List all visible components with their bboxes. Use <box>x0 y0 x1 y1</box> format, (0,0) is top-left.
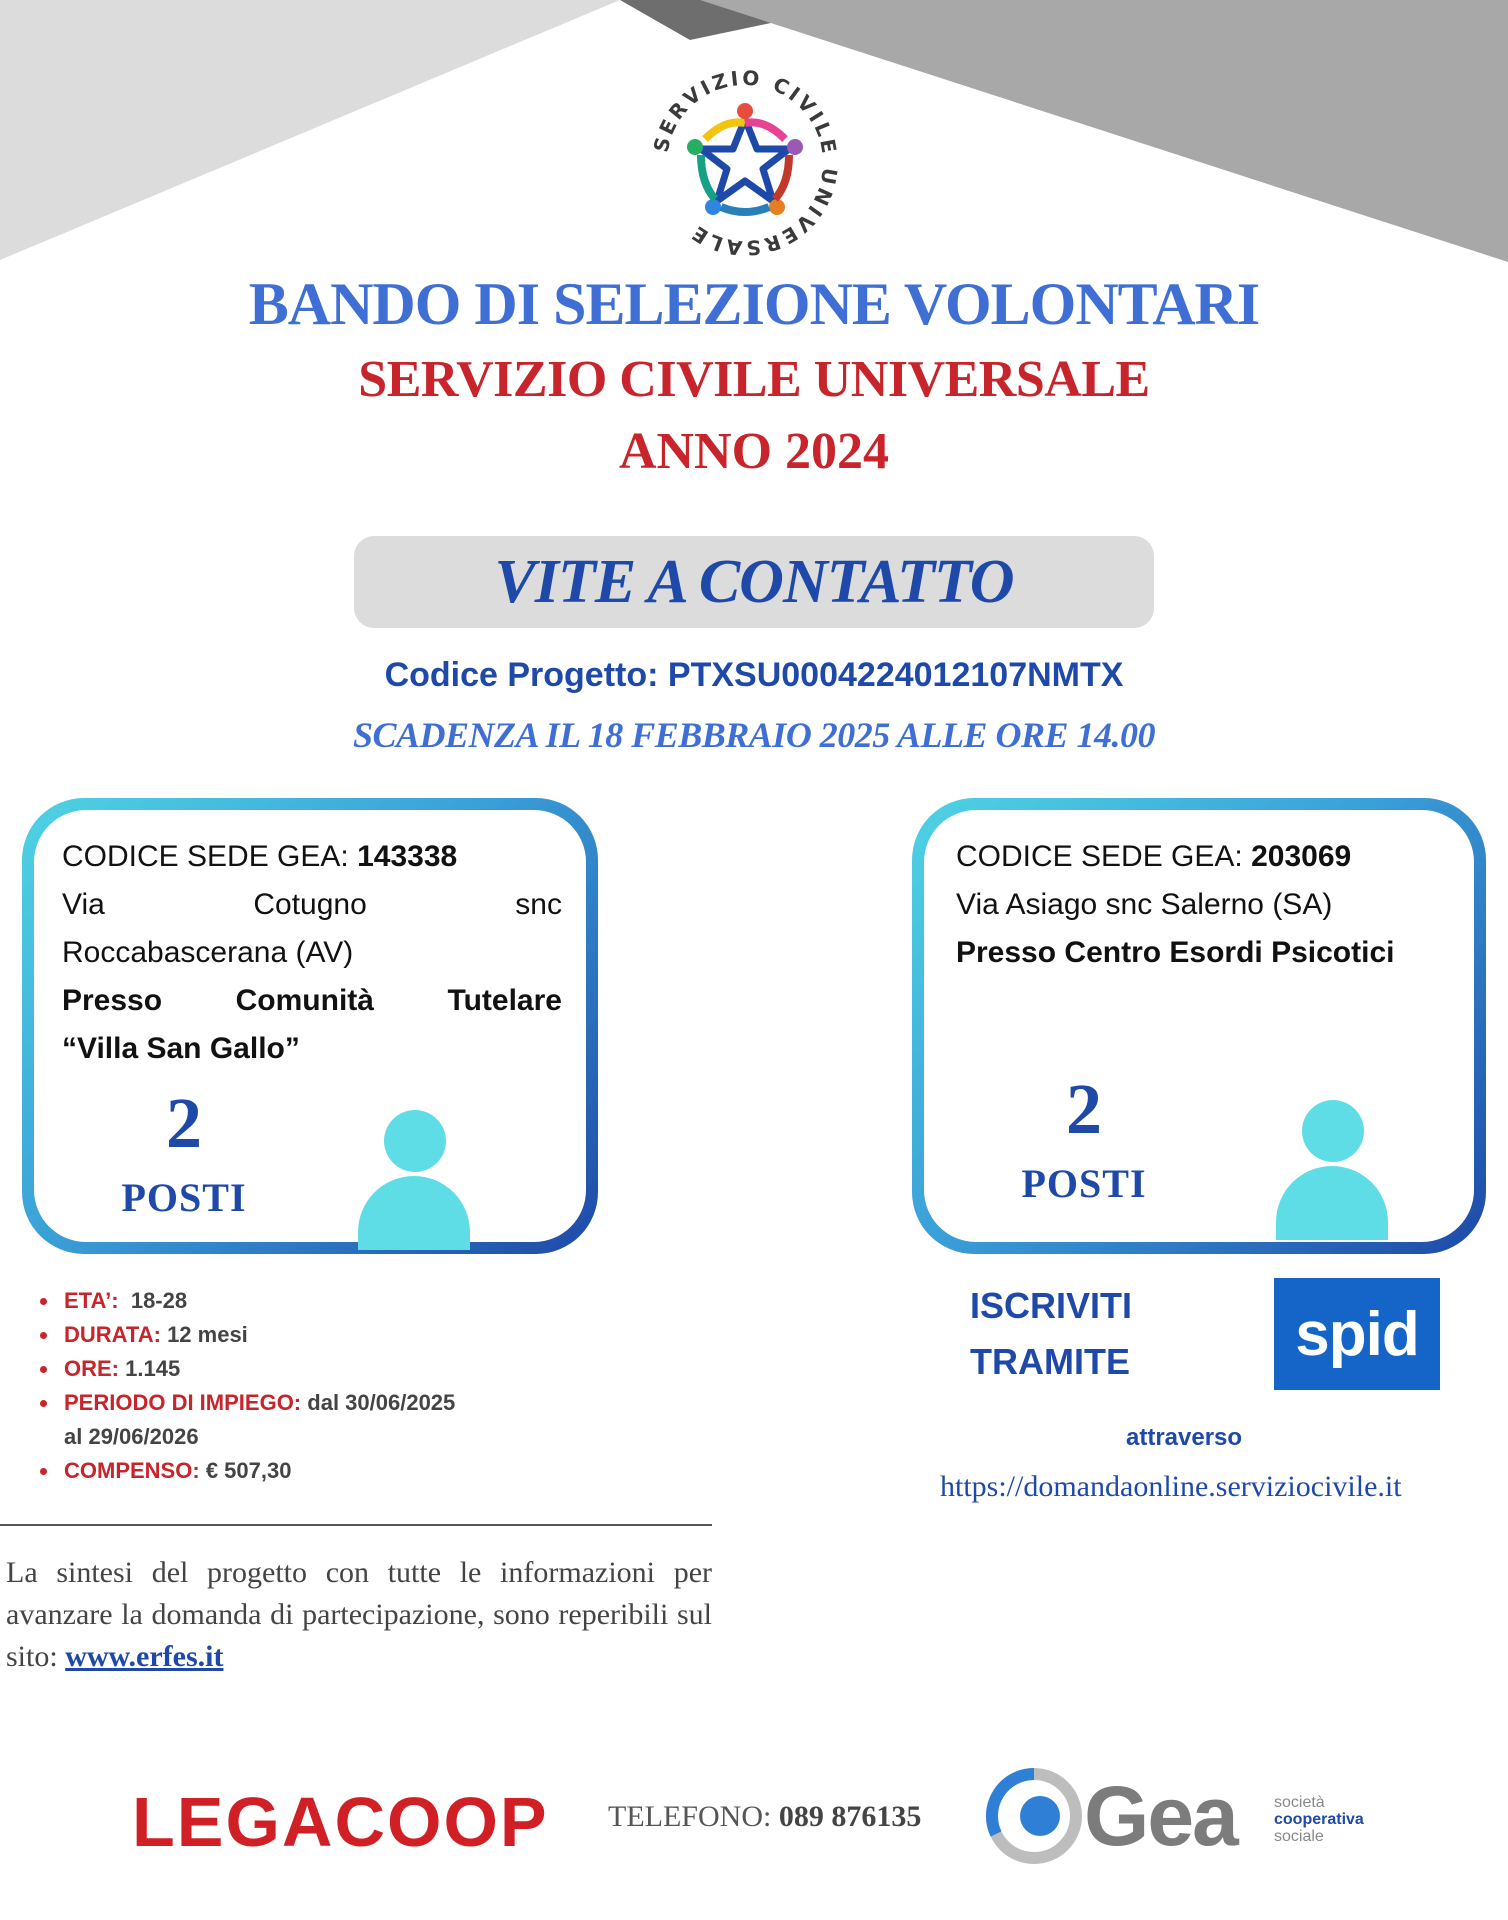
gea-swirl-icon <box>984 1764 1084 1864</box>
sede-address-line1: Via Asiago snc Salerno (SA) <box>956 888 1333 921</box>
spid-logo <box>1274 1278 1440 1390</box>
svg-text:SERVIZIO CIVILE UNIVERSALE: SERVIZIO CIVILE UNIVERSALE <box>648 65 843 261</box>
divider <box>0 1524 712 1526</box>
person-icon <box>1276 1100 1388 1240</box>
scu-star-logo <box>640 58 850 268</box>
detail-value: al 29/06/2026 <box>64 1424 199 1449</box>
website-link[interactable]: www.erfes.it <box>65 1640 224 1673</box>
detail-value: € 507,30 <box>205 1458 292 1483</box>
detail-key: DURATA: <box>64 1322 161 1347</box>
list-item <box>40 1318 455 1352</box>
presso-word: Tutelare <box>447 984 562 1017</box>
main-title: BANDO DI SELEZIONE VOLONTARI <box>248 271 1260 337</box>
sede-code-line <box>956 840 1351 874</box>
person-icon <box>358 1110 470 1250</box>
presso-word: Presso <box>62 984 163 1017</box>
detail-key: ORE: <box>64 1356 119 1381</box>
subtitle: SERVIZIO CIVILE UNIVERSALE <box>358 351 1150 408</box>
gea-sub-line: cooperativa <box>1274 1811 1364 1828</box>
detail-value: 18-28 <box>130 1288 188 1313</box>
signup-line2: TRAMITE <box>970 1341 1130 1382</box>
phone-label: TELEFONO: <box>608 1800 772 1833</box>
sede-presso-line2: “Villa San Gallo” <box>62 1032 300 1065</box>
list-item <box>40 1352 455 1386</box>
via-label: attraverso <box>1126 1424 1243 1451</box>
sede-address-line2: Roccabascerana (AV) <box>62 936 354 969</box>
sede-presso-line1 <box>62 984 562 1018</box>
sede-code-label: CODICE SEDE GEA: <box>956 840 1243 873</box>
spid-label: spid <box>1295 1299 1419 1369</box>
address-word: Cotugno <box>253 888 367 921</box>
gea-logo <box>984 1764 1404 1874</box>
detail-value: dal 30/06/2025 <box>307 1390 456 1415</box>
project-code <box>0 656 1508 695</box>
gea-subtitle <box>1274 1794 1364 1845</box>
sede-card-2 <box>912 798 1486 1254</box>
detail-value: 1.145 <box>125 1356 181 1381</box>
signup-line1: ISCRIVITI <box>970 1285 1133 1326</box>
list-item <box>40 1454 455 1488</box>
detail-key: ETA’: <box>64 1288 119 1313</box>
project-details-list <box>40 1284 455 1488</box>
signup-url-link[interactable]: https://domandaonline.serviziocivile.it <box>940 1470 1402 1503</box>
sede-code-label: CODICE SEDE GEA: <box>62 840 349 873</box>
sede-address-line1 <box>62 888 562 922</box>
info-text: La sintesi del progetto con tutte le informazioni per avanzare la domanda di partecipazione, sono reperibili sul sito: <box>6 1556 712 1673</box>
presso-word: Comunità <box>235 984 374 1017</box>
deadline-text: SCADENZA IL 18 FEBBRAIO 2025 ALLE ORE 14.00 <box>353 715 1155 755</box>
posti-count: 2 <box>166 1083 202 1163</box>
detail-key: PERIODO DI IMPIEGO: <box>64 1390 302 1415</box>
gea-name: Gea <box>1084 1769 1237 1863</box>
address-word: snc <box>515 888 562 921</box>
project-code-value: PTXSU0004224012107NMTX <box>667 656 1124 694</box>
posti-count: 2 <box>1066 1069 1102 1149</box>
signup-text <box>970 1278 1132 1390</box>
sede-presso-line1: Presso Centro Esordi Psicotici <box>956 936 1395 969</box>
sede-code-line <box>62 840 457 874</box>
project-name: VITE A CONTATTO <box>494 547 1014 616</box>
sede-code-value: 143338 <box>357 840 458 873</box>
posti-label: POSTI <box>121 1175 247 1220</box>
phone-value: 089 876135 <box>778 1800 922 1833</box>
list-item <box>40 1386 455 1454</box>
list-item <box>40 1284 455 1318</box>
sede-code-value: 203069 <box>1251 840 1352 873</box>
legacoop-logo: LEGACOOP <box>132 1783 549 1861</box>
project-name-box <box>354 536 1154 628</box>
detail-value: 12 mesi <box>167 1322 248 1347</box>
detail-key: COMPENSO: <box>64 1458 200 1483</box>
project-code-label: Codice Progetto: <box>384 656 659 694</box>
posti-label: POSTI <box>1021 1161 1147 1206</box>
year-label: ANNO 2024 <box>618 423 890 480</box>
sede-card-1 <box>22 798 598 1254</box>
info-paragraph <box>6 1552 712 1678</box>
gea-sub-line: sociale <box>1274 1828 1324 1845</box>
phone-line <box>608 1800 921 1834</box>
address-word: Via <box>62 888 105 921</box>
gea-sub-line: società <box>1274 1794 1325 1811</box>
